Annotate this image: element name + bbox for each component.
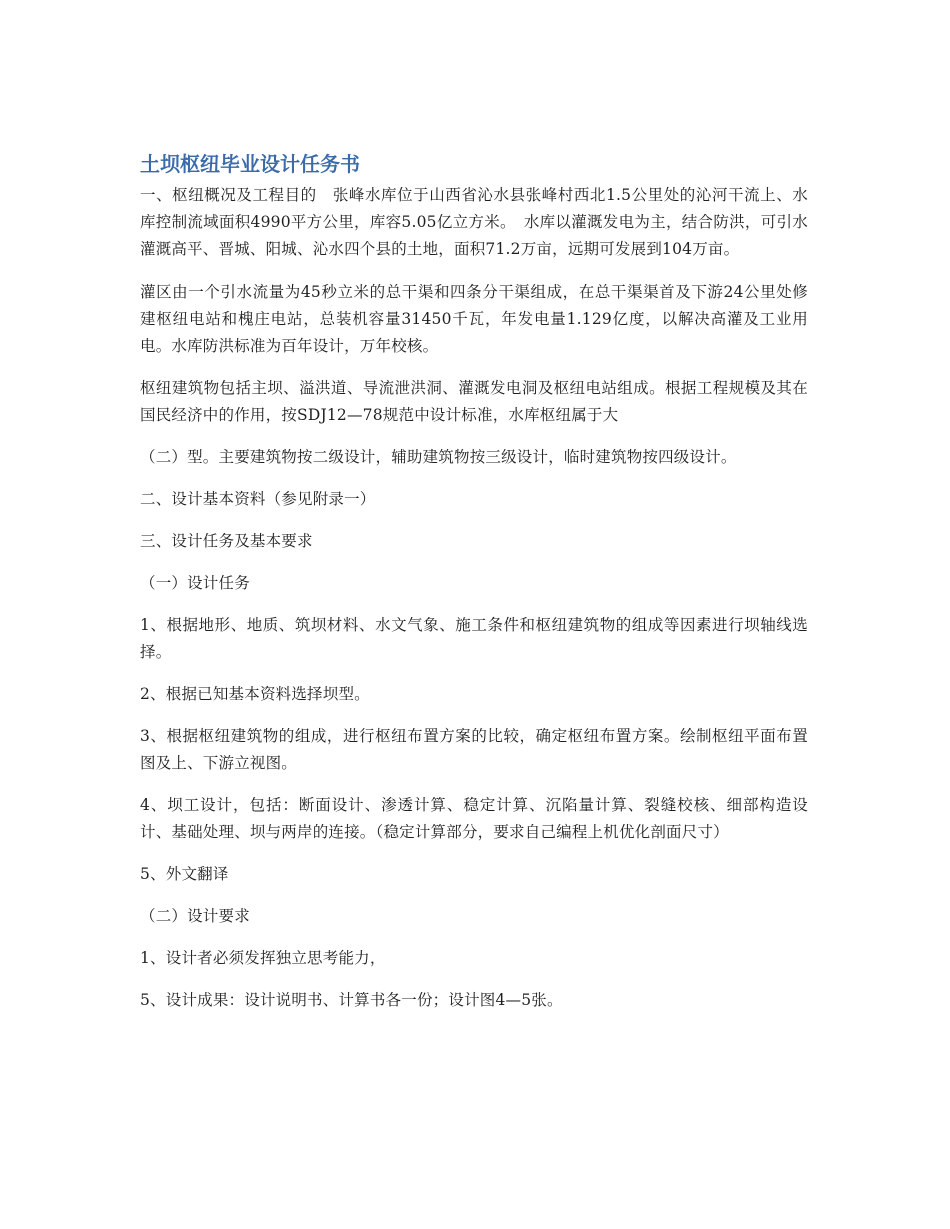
paragraph-hub-structures: 枢纽建筑物包括主坝、溢洪道、导流泄洪洞、灌溉发电洞及枢纽电站组成。根据工程规模及其在国民经济中的作用，按SDJ12—78规范中设计标准，水库枢纽属于大 <box>140 379 808 424</box>
task-item-5: 5、外文翻译 <box>140 865 229 883</box>
requirement-item-5: 5、设计成果：设计说明书、计算书各一份；设计图4—5张。 <box>140 991 563 1009</box>
requirement-item-1: 1、设计者必须发挥独立思考能力， <box>140 949 386 967</box>
section-heading-design-tasks: 三、设计任务及基本要求 <box>140 532 313 550</box>
task-item-1: 1、根据地形、地质、筑坝材料、水文气象、施工条件和枢纽建筑物的组成等因素进行坝轴线选择。 <box>140 616 808 661</box>
document-title: 土坝枢纽毕业设计任务书 <box>140 152 360 176</box>
paragraph-irrigation-district: 灌区由一个引水流量为45秒立米的总干渠和四条分干渠组成，在总干渠渠首及下游24公里处修建枢纽电站和槐庄电站，总装机容量31450千瓦，年发电量1.129亿度，以解决高灌及工业用电。水库防洪标准为百年设计，万年校核。 <box>140 283 808 355</box>
task-item-2: 2、根据已知基本资料选择坝型。 <box>140 685 370 703</box>
document-page <box>140 150 808 1029</box>
paragraph-design-grade: （二）型。主要建筑物按二级设计，辅助建筑物按三级设计，临时建筑物按四级设计。 <box>140 448 737 466</box>
subsection-heading-tasks: （一）设计任务 <box>140 574 250 592</box>
task-item-3: 3、根据枢纽建筑物的组成，进行枢纽布置方案的比较，确定枢纽布置方案。绘制枢纽平面布置图及上、下游立视图。 <box>140 727 808 772</box>
subsection-heading-requirements: （二）设计要求 <box>140 907 250 925</box>
paragraph-project-overview: 一、枢纽概况及工程目的 张峰水库位于山西省沁水县张峰村西北1.5公里处的沁河干流上、水库控制流域面积4990平方公里，库容5.05亿立方米。 水库以灌溉发电为主，结合防洪，可引水灌溉高平、晋城、阳城、沁水四个县的土地，面积71.2万亩，远期可发展到104万亩。 <box>140 186 808 258</box>
section-heading-basic-data: 二、设计基本资料（参见附录一） <box>140 490 376 508</box>
task-item-4: 4、坝工设计，包括：断面设计、渗透计算、稳定计算、沉陷量计算、裂缝校核、细部构造设计、基础处理、坝与两岸的连接。（稳定计算部分，要求自己编程上机优化剖面尺寸） <box>140 796 808 841</box>
